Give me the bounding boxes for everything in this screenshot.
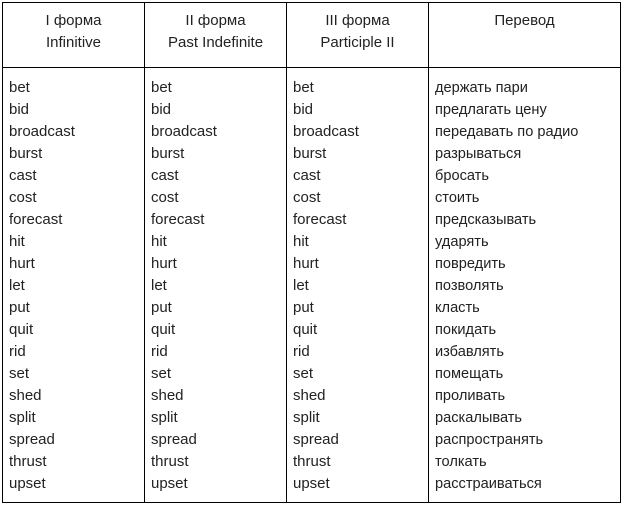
participle-cells bbox=[287, 68, 428, 495]
past-indefinite-cell: hit bbox=[151, 233, 167, 250]
translation-cell: распространять bbox=[435, 432, 544, 448]
participle-cell: cast bbox=[293, 167, 321, 184]
header-form-label: III форма bbox=[325, 12, 390, 29]
past-indefinite-cell: burst bbox=[151, 145, 185, 162]
infinitive-cell: upset bbox=[9, 475, 46, 492]
infinitive-cell: bet bbox=[9, 79, 30, 96]
translation-cell: избавлять bbox=[435, 344, 504, 360]
participle-cell: hit bbox=[293, 233, 309, 250]
translation-column bbox=[428, 3, 620, 502]
past-indefinite-cell: forecast bbox=[151, 211, 205, 228]
past-indefinite-cell: cost bbox=[151, 189, 179, 206]
past-indefinite-cell: put bbox=[151, 299, 172, 316]
translation-cell: проливать bbox=[435, 388, 506, 404]
infinitive-cell: shed bbox=[9, 387, 42, 404]
past-indefinite-cell: spread bbox=[151, 431, 197, 448]
participle-cell: bet bbox=[293, 79, 314, 96]
past-indefinite-cell: hurt bbox=[151, 255, 177, 272]
past-indefinite-cell: rid bbox=[151, 343, 168, 360]
past-indefinite-cell: thrust bbox=[151, 453, 189, 470]
participle-cell: rid bbox=[293, 343, 310, 360]
infinitive-cell: broadcast bbox=[9, 123, 75, 140]
participle-cell: split bbox=[293, 409, 320, 426]
participle-cell: cost bbox=[293, 189, 321, 206]
infinitive-cell: thrust bbox=[9, 453, 47, 470]
past-indefinite-cell: cast bbox=[151, 167, 179, 184]
translation-cell: толкать bbox=[435, 454, 487, 470]
translation-cell: держать пари bbox=[435, 80, 528, 96]
infinitive-cell: cast bbox=[9, 167, 37, 184]
translation-cell: стоить bbox=[435, 190, 480, 206]
participle-cell: spread bbox=[293, 431, 339, 448]
past-indefinite-cell: quit bbox=[151, 321, 176, 338]
translation-cell: раскалывать bbox=[435, 410, 523, 426]
translation-cell: ударять bbox=[435, 234, 489, 250]
column-header-infinitive bbox=[3, 3, 144, 68]
infinitive-cell: spread bbox=[9, 431, 55, 448]
infinitive-cell: forecast bbox=[9, 211, 63, 228]
participle-cell: shed bbox=[293, 387, 326, 404]
participle-cell: hurt bbox=[293, 255, 319, 272]
header-form-label: I форма bbox=[45, 12, 102, 29]
translation-cell: разрываться bbox=[435, 146, 522, 162]
infinitive-cell: rid bbox=[9, 343, 26, 360]
irregular-verbs-table bbox=[2, 2, 621, 503]
infinitive-cells bbox=[3, 68, 144, 495]
participle-cell: broadcast bbox=[293, 123, 359, 140]
translation-cell: помещать bbox=[435, 366, 504, 382]
participle-cell: upset bbox=[293, 475, 330, 492]
infinitive-cell: cost bbox=[9, 189, 37, 206]
past-indefinite-cells bbox=[145, 68, 286, 495]
past-indefinite-column bbox=[144, 3, 286, 502]
infinitive-cell: burst bbox=[9, 145, 43, 162]
translation-cell: класть bbox=[435, 300, 480, 316]
header-form-label: II форма bbox=[185, 12, 246, 29]
header-form-name: Past Indefinite bbox=[167, 34, 264, 51]
participle-column bbox=[286, 3, 428, 502]
past-indefinite-cell: set bbox=[151, 365, 172, 382]
translation-cell: покидать bbox=[435, 322, 497, 338]
translation-cell: предлагать цену bbox=[435, 102, 547, 118]
translation-cell: позволять bbox=[435, 278, 504, 294]
header-form-name: Participle II bbox=[320, 34, 395, 51]
past-indefinite-cell: upset bbox=[151, 475, 188, 492]
infinitive-cell: quit bbox=[9, 321, 34, 338]
infinitive-cell: bid bbox=[9, 101, 30, 118]
translation-cell: предсказывать bbox=[435, 212, 537, 228]
column-header-participle bbox=[287, 3, 428, 68]
column-header-translation bbox=[429, 3, 620, 68]
header-form-name: Infinitive bbox=[45, 34, 102, 51]
infinitive-cell: put bbox=[9, 299, 30, 316]
participle-cell: thrust bbox=[293, 453, 331, 470]
past-indefinite-cell: split bbox=[151, 409, 178, 426]
participle-cell: forecast bbox=[293, 211, 347, 228]
column-header-past-indefinite bbox=[145, 3, 286, 68]
participle-cell: burst bbox=[293, 145, 327, 162]
translation-cell: передавать по радио bbox=[435, 124, 579, 140]
infinitive-cell: let bbox=[9, 277, 25, 294]
translation-cell: повредить bbox=[435, 256, 506, 272]
infinitive-cell: set bbox=[9, 365, 30, 382]
infinitive-column bbox=[3, 3, 144, 502]
infinitive-cell: hit bbox=[9, 233, 25, 250]
infinitive-cell: split bbox=[9, 409, 36, 426]
translation-cell: бросать bbox=[435, 168, 489, 184]
participle-cell: set bbox=[293, 365, 314, 382]
past-indefinite-cell: let bbox=[151, 277, 167, 294]
participle-cell: put bbox=[293, 299, 314, 316]
translation-cell: расстраиваться bbox=[435, 476, 542, 492]
participle-cell: bid bbox=[293, 101, 314, 118]
participle-cell: quit bbox=[293, 321, 318, 338]
past-indefinite-cell: broadcast bbox=[151, 123, 217, 140]
past-indefinite-cell: shed bbox=[151, 387, 184, 404]
participle-cell: let bbox=[293, 277, 309, 294]
header-translation-label: Перевод bbox=[494, 12, 555, 29]
past-indefinite-cell: bid bbox=[151, 101, 172, 118]
infinitive-cell: hurt bbox=[9, 255, 35, 272]
translation-cells bbox=[429, 68, 620, 495]
past-indefinite-cell: bet bbox=[151, 79, 172, 96]
